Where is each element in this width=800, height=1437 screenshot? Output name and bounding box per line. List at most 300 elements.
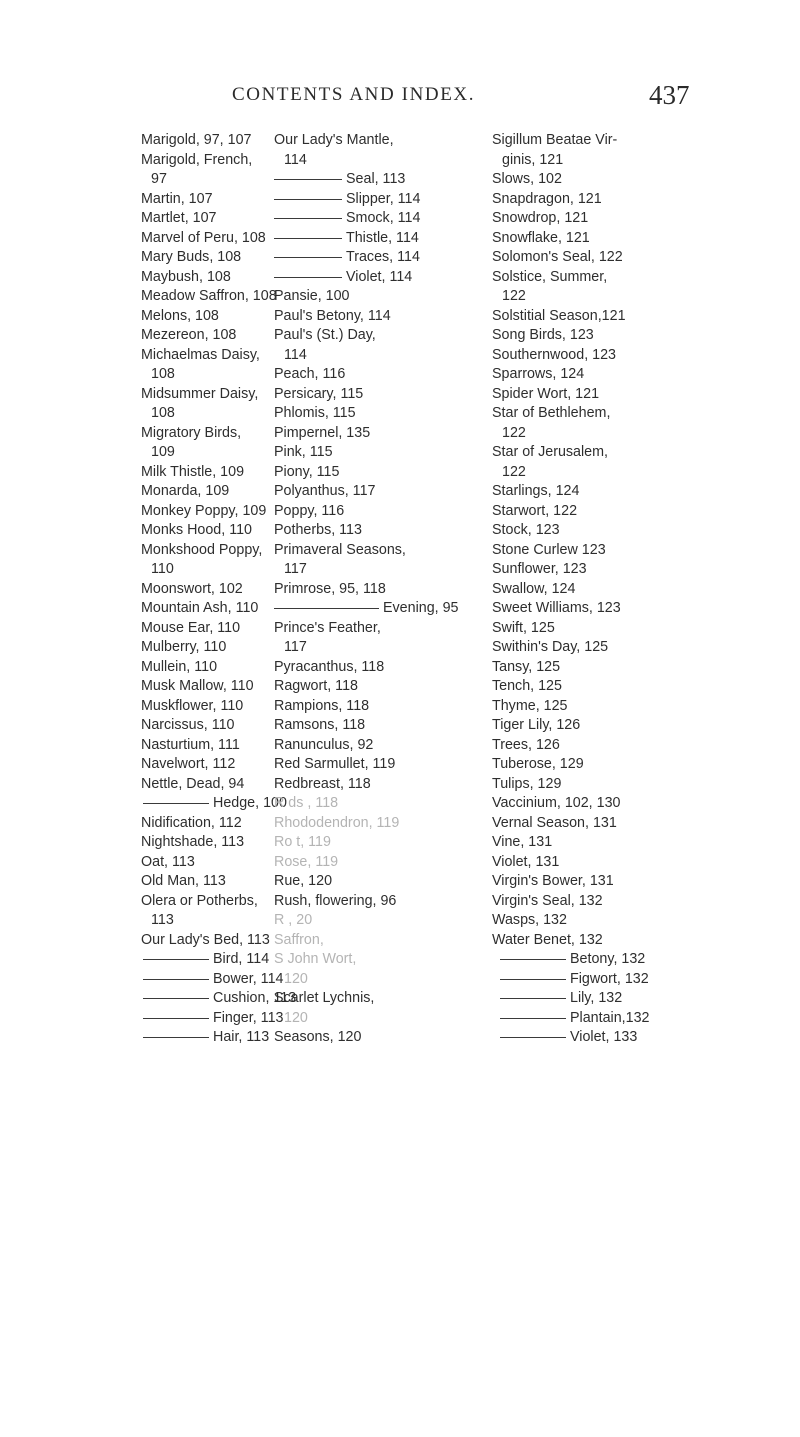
ditto-dash: [500, 1018, 566, 1019]
index-entry: [274, 209, 491, 229]
index-entry: [141, 268, 269, 288]
index-entry-text: Bower, 114: [213, 970, 284, 987]
index-entry: [492, 638, 712, 658]
index-entry-text: Monks Hood, 110: [141, 522, 252, 538]
index-entry-text: Moonswort, 102: [141, 580, 243, 597]
index-entry-text: Starwort, 122: [492, 502, 578, 519]
index-entry-text: Hedge, 100: [213, 795, 287, 811]
index-entry: [492, 482, 712, 502]
index-entry: [141, 736, 269, 756]
index-entry: [141, 911, 269, 931]
index-entry-text: 113: [151, 912, 174, 928]
index-entry: [141, 892, 269, 912]
index-entry: [141, 853, 269, 873]
index-entry-text: Pansie, 100: [274, 288, 350, 304]
index-entry: [274, 638, 491, 658]
index-entry-text: Migratory Birds,: [141, 424, 242, 441]
index-entry: [141, 697, 269, 717]
index-entry: [141, 716, 269, 736]
index-entry-text: Nidification, 112: [141, 814, 242, 831]
index-entry-text: Vernal Season, 131: [492, 814, 617, 831]
index-entry: [274, 970, 491, 990]
index-entry-text: Musk Mallow, 110: [141, 678, 254, 694]
index-entry-text: 120: [284, 970, 308, 987]
index-entry-text: Ro t, 119: [274, 834, 331, 850]
index-entry-text: Persicary, 115: [274, 385, 364, 402]
index-entry: [274, 892, 491, 912]
index-entry-text: Smock, 114: [346, 210, 421, 226]
index-entry-text: R , 20: [274, 912, 313, 928]
index-entry: [141, 482, 269, 502]
index-entry: [492, 151, 712, 171]
index-entry-text: 108: [151, 405, 175, 421]
index-entry-text: Cushion, 113: [213, 990, 297, 1006]
index-entry-text: Pink, 115: [274, 444, 333, 460]
index-entry-text: Spider Wort, 121: [492, 385, 600, 402]
index-entry: [492, 794, 712, 814]
index-entry: [141, 755, 269, 775]
index-entry-text: Meadow Saffron, 108: [141, 288, 277, 304]
index-entry-text: Traces, 114: [346, 249, 420, 265]
ditto-dash: [274, 277, 342, 278]
index-entry: [492, 755, 712, 775]
index-entry: [492, 658, 712, 678]
index-entry-text: Olera or Potherbs,: [141, 892, 258, 909]
index-entry-text: Finger, 113: [213, 1009, 284, 1026]
index-entry-text: Rose, 119: [274, 853, 339, 870]
ditto-dash: [274, 218, 342, 219]
index-entry-text: Marigold, French,: [141, 151, 253, 168]
index-entry: [274, 424, 491, 444]
index-entry-text: Ragwort, 118: [274, 678, 358, 694]
index-entry-text: Midsummer Daisy,: [141, 385, 259, 402]
index-entry: [492, 404, 712, 424]
index-entry: [274, 619, 491, 639]
index-entry-text: Sparrows, 124: [492, 366, 585, 382]
index-entry: [141, 521, 269, 541]
index-entry: [492, 931, 712, 951]
index-entry: [492, 950, 712, 970]
index-entry-text: 114: [284, 346, 307, 363]
index-entry-text: Pimpernel, 135: [274, 424, 371, 441]
index-entry-text: 109: [151, 444, 175, 460]
index-entry-text: Bird, 114: [213, 951, 270, 967]
index-entry: [141, 151, 269, 171]
index-entry: [274, 833, 491, 853]
index-entry-text: Swithin's Day, 125: [492, 639, 609, 655]
index-entry-text: Figwort, 132: [570, 970, 649, 987]
index-entry: [141, 307, 269, 327]
index-entry: [274, 853, 491, 873]
index-entry-text: Southernwood, 123: [492, 346, 617, 363]
index-entry: [274, 736, 491, 756]
index-entry: [274, 775, 491, 795]
ditto-dash: [143, 998, 209, 999]
index-entry-text: Narcissus, 110: [141, 717, 235, 733]
index-entry: [492, 911, 712, 931]
index-entry: [492, 287, 712, 307]
index-entry: [274, 326, 491, 346]
index-entry: [141, 989, 297, 1009]
index-entry: [141, 443, 269, 463]
index-entry: [141, 931, 269, 951]
index-entry: [141, 1009, 284, 1029]
index-entry: [274, 560, 491, 580]
index-entry: [274, 502, 491, 522]
index-entry: [141, 346, 269, 366]
ditto-dash: [274, 608, 379, 609]
index-entry-text: Trees, 126: [492, 736, 560, 753]
index-entry: [492, 541, 712, 561]
index-entry: [492, 268, 712, 288]
index-entry: [141, 677, 269, 697]
index-entry-text: Red Sarmullet, 119: [274, 756, 396, 772]
index-entry: [274, 307, 491, 327]
index-entry: [141, 814, 269, 834]
index-entry: [274, 229, 491, 249]
index-entry: [274, 521, 491, 541]
index-entry-text: Monarda, 109: [141, 483, 230, 499]
index-entry: [274, 580, 491, 600]
index-entry: [492, 443, 712, 463]
index-entry: [141, 209, 269, 229]
index-entry: [141, 326, 269, 346]
index-entry: [274, 463, 491, 483]
index-entry-text: Stone Curlew 123: [492, 541, 606, 558]
index-entry-text: Stock, 123: [492, 522, 560, 538]
index-entry-text: Hair, 113: [213, 1029, 270, 1045]
index-entry-text: Nasturtium, 111: [141, 736, 240, 753]
index-column-3: [492, 131, 712, 1048]
index-entry-text: Thyme, 125: [492, 697, 568, 714]
page-title: CONTENTS AND INDEX.: [232, 84, 476, 105]
index-entry: [274, 1009, 491, 1029]
index-entry-text: 110: [151, 561, 174, 577]
index-entry-text: 114: [284, 151, 307, 168]
index-entry-text: Snowflake, 121: [492, 229, 590, 246]
index-entry-text: Redbreast, 118: [274, 775, 371, 792]
index-entry-text: Paul's (St.) Day,: [274, 327, 376, 343]
index-entry: [274, 268, 491, 288]
index-entry: [492, 365, 712, 385]
index-entry: [141, 131, 269, 151]
ditto-dash: [143, 1018, 209, 1019]
index-entry: [492, 502, 712, 522]
index-entry-text: 108: [151, 366, 175, 382]
index-entry: [274, 872, 491, 892]
index-entry-text: Pyracanthus, 118: [274, 658, 385, 675]
index-entry: [492, 248, 712, 268]
index-entry: [492, 970, 712, 990]
index-entry: [141, 502, 269, 522]
index-entry-text: Plantain,132: [570, 1009, 650, 1026]
index-entry-text: Piony, 115: [274, 463, 340, 480]
index-entry-text: Rhododendron, 119: [274, 814, 400, 831]
running-header: [0, 80, 800, 124]
index-entry: [141, 424, 269, 444]
index-entry: [492, 833, 712, 853]
index-entry-text: Saffron,: [274, 931, 324, 948]
index-entry-text: Sweet Williams, 123: [492, 600, 621, 616]
index-entry-text: Polyanthus, 117: [274, 483, 376, 499]
index-entry-text: Ramsons, 118: [274, 717, 366, 733]
index-entry-text: Water Benet, 132: [492, 931, 603, 948]
index-entry-text: Rush, flowering, 96: [274, 892, 397, 909]
index-entry-text: Swallow, 124: [492, 580, 576, 597]
index-entry: [141, 560, 269, 580]
index-entry: [274, 599, 491, 619]
index-entry-text: Old Man, 113: [141, 873, 226, 889]
index-entry-text: Nettle, Dead, 94: [141, 775, 245, 792]
index-entry: [274, 794, 491, 814]
index-entry-text: Mountain Ash, 110: [141, 600, 259, 616]
index-entry-text: Paul's Betony, 114: [274, 307, 391, 324]
index-entry: [141, 229, 269, 249]
index-entry-text: 117: [284, 561, 307, 577]
index-entry-text: Wasps, 132: [492, 912, 567, 928]
index-entry: [141, 833, 269, 853]
index-entry: [274, 1028, 491, 1048]
ditto-dash: [274, 238, 342, 239]
index-entry-text: Martlet, 107: [141, 210, 217, 226]
index-entry-text: Our Lady's Mantle,: [274, 132, 394, 148]
index-entry: [492, 131, 712, 151]
index-entry-text: Monkshood Poppy,: [141, 541, 263, 558]
index-entry: [274, 443, 491, 463]
index-entry: [492, 814, 712, 834]
index-entry-text: Prince's Feather,: [274, 619, 381, 636]
index-entry-text: Thistle, 114: [346, 229, 419, 246]
index-entry-text: Tench, 125: [492, 678, 562, 694]
index-entry-text: Martin, 107: [141, 190, 213, 207]
index-entry-text: ginis, 121: [502, 151, 564, 168]
index-entry-text: Oat, 113: [141, 853, 195, 870]
index-entry-text: Star of Jerusalem,: [492, 444, 609, 460]
index-entry: [141, 950, 269, 970]
index-entry: [274, 248, 491, 268]
index-entry: [274, 931, 491, 951]
index-entry-text: Mouse Ear, 110: [141, 619, 241, 636]
index-entry: [492, 521, 712, 541]
index-entry-text: 97: [151, 171, 167, 187]
index-entry-text: Sunflower, 123: [492, 561, 587, 577]
index-entry: [274, 716, 491, 736]
index-entry-text: Michaelmas Daisy,: [141, 346, 260, 363]
index-entry-text: 122: [502, 424, 526, 441]
index-entry-text: Mulberry, 110: [141, 639, 227, 655]
index-entry-text: S John Wort,: [274, 951, 357, 967]
index-entry-text: Snapdragon, 121: [492, 190, 602, 207]
index-entry: [274, 287, 491, 307]
ditto-dash: [274, 199, 342, 200]
index-entry-text: Violet, 114: [346, 268, 413, 285]
index-entry: [492, 326, 712, 346]
index-entry-text: Melons, 108: [141, 307, 219, 324]
ditto-dash: [500, 979, 566, 980]
index-entry: [492, 307, 712, 327]
index-entry-text: Scarlet Lychnis,: [274, 990, 375, 1006]
index-entry-text: Star of Bethlehem,: [492, 405, 611, 421]
index-entry: [492, 736, 712, 756]
index-entry: [141, 872, 269, 892]
ditto-dash: [143, 803, 209, 804]
index-entry-text: Seal, 113: [346, 171, 406, 187]
index-entry-text: Slows, 102: [492, 171, 562, 187]
index-entry-text: 117: [284, 639, 307, 655]
index-entry: [274, 151, 491, 171]
index-entry: [141, 385, 269, 405]
index-entry-text: Maybush, 108: [141, 268, 231, 285]
index-entry-text: Song Birds, 123: [492, 327, 594, 343]
index-entry: [492, 346, 712, 366]
index-entry: [274, 404, 491, 424]
index-entry: [141, 599, 269, 619]
index-entry: [492, 424, 712, 444]
index-entry: [492, 697, 712, 717]
index-entry-text: Marigold, 97, 107: [141, 132, 252, 148]
index-entry-text: Swift, 125: [492, 619, 555, 636]
index-entry: [141, 1028, 269, 1048]
index-entry-text: Milk Thistle, 109: [141, 463, 245, 480]
index-entry-text: 120: [284, 1009, 308, 1026]
ditto-dash: [143, 959, 209, 960]
index-entry-text: Starlings, 124: [492, 483, 580, 499]
index-entry-text: 122: [502, 288, 526, 304]
index-entry: [274, 814, 491, 834]
index-entry-text: Solomon's Seal, 122: [492, 249, 623, 265]
index-entry: [274, 950, 491, 970]
index-entry-text: Ranunculus, 92: [274, 736, 374, 753]
index-entry-text: Evening, 95: [383, 600, 459, 616]
index-entry: [141, 580, 269, 600]
index-entry-text: Sigillum Beatae Vir-: [492, 132, 618, 148]
index-entry-text: Solstice, Summer,: [492, 268, 608, 285]
index-entry: [492, 1009, 712, 1029]
index-entry: [274, 365, 491, 385]
index-entry: [141, 463, 269, 483]
index-entry: [492, 1028, 712, 1048]
index-entry: [274, 190, 491, 210]
index-entry-text: Snowdrop, 121: [492, 210, 589, 226]
index-entry: [141, 775, 269, 795]
index-entry: [274, 911, 491, 931]
index-entry-text: Tiger Lily, 126: [492, 717, 581, 733]
ditto-dash: [500, 1037, 566, 1038]
index-entry: [274, 385, 491, 405]
index-entry: [274, 346, 491, 366]
index-entry-text: Peach, 116: [274, 366, 346, 382]
index-entry: [492, 170, 712, 190]
index-entry-text: Virgin's Seal, 132: [492, 892, 603, 909]
index-entry-text: Our Lady's Bed, 113: [141, 931, 270, 948]
index-entry: [274, 755, 491, 775]
index-entry-text: Rue, 120: [274, 873, 333, 889]
index-entry: [141, 638, 269, 658]
index-entry-text: Solstitial Season,121: [492, 307, 626, 324]
index-entry: [492, 853, 712, 873]
index-entry-text: Tuberose, 129: [492, 756, 584, 772]
index-entry: [141, 287, 277, 307]
index-entry: [492, 619, 712, 639]
index-entry-text: Primrose, 95, 118: [274, 580, 386, 597]
index-column-2: [274, 131, 491, 1048]
index-entry-text: Vine, 131: [492, 834, 553, 850]
index-entry-text: Navelwort, 112: [141, 756, 236, 772]
index-entry: [492, 209, 712, 229]
index-entry: [492, 989, 712, 1009]
index-entry: [274, 541, 491, 561]
index-entry: [274, 131, 491, 151]
index-entry-text: Vaccinium, 102, 130: [492, 795, 621, 811]
ditto-dash: [500, 998, 566, 999]
index-entry-text: Rampions, 118: [274, 697, 370, 714]
index-entry-text: Mezereon, 108: [141, 327, 237, 343]
index-entry: [141, 794, 287, 814]
index-entry-text: Monkey Poppy, 109: [141, 502, 267, 519]
ditto-dash: [500, 959, 566, 960]
index-entry: [274, 697, 491, 717]
index-entry: [141, 248, 269, 268]
ditto-dash: [274, 257, 342, 258]
ditto-dash: [274, 179, 342, 180]
index-entry: [141, 170, 269, 190]
index-entry: [141, 541, 269, 561]
index-entry-text: Lily, 132: [570, 990, 623, 1006]
index-entry: [492, 190, 712, 210]
index-entry: [141, 404, 269, 424]
index-entry: [492, 229, 712, 249]
index-entry-text: Primaveral Seasons,: [274, 541, 406, 558]
index-entry: [492, 872, 712, 892]
index-entry-text: Violet, 133: [570, 1029, 638, 1045]
ditto-dash: [143, 1037, 209, 1038]
index-entry: [492, 580, 712, 600]
index-entry: [274, 482, 491, 502]
index-entry: [141, 658, 269, 678]
index-entry: [274, 170, 491, 190]
index-entry-text: 122: [502, 463, 526, 480]
index-entry: [492, 599, 712, 619]
index-entry: [492, 463, 712, 483]
index-entry: [492, 677, 712, 697]
index-entry-text: Poppy, 116: [274, 502, 345, 519]
index-entry-text: Violet, 131: [492, 853, 560, 870]
index-entry-text: Tulips, 129: [492, 775, 562, 792]
index-entry-text: Betony, 132: [570, 951, 646, 967]
index-entry: [274, 658, 491, 678]
index-entry-text: R ds , 118: [274, 795, 339, 811]
page-number: 437: [649, 80, 690, 110]
index-entry: [141, 970, 284, 990]
index-entry-text: Slipper, 114: [346, 190, 421, 207]
index-entry-text: Virgin's Bower, 131: [492, 873, 614, 889]
index-entry-text: Muskflower, 110: [141, 697, 244, 714]
ditto-dash: [143, 979, 209, 980]
index-entry-text: Phlomis, 115: [274, 405, 356, 421]
index-entry: [492, 775, 712, 795]
index-entry: [492, 716, 712, 736]
index-entry-text: Tansy, 125: [492, 658, 561, 675]
index-entry-text: Mullein, 110: [141, 658, 218, 675]
index-entry-text: Nightshade, 113: [141, 834, 245, 850]
index-entry-text: Seasons, 120: [274, 1029, 362, 1045]
index-entry: [492, 560, 712, 580]
index-entry: [492, 892, 712, 912]
index-entry: [274, 989, 491, 1009]
index-entry-text: Marvel of Peru, 108: [141, 229, 266, 246]
index-entry-text: Potherbs, 113: [274, 522, 362, 538]
index-entry: [274, 677, 491, 697]
